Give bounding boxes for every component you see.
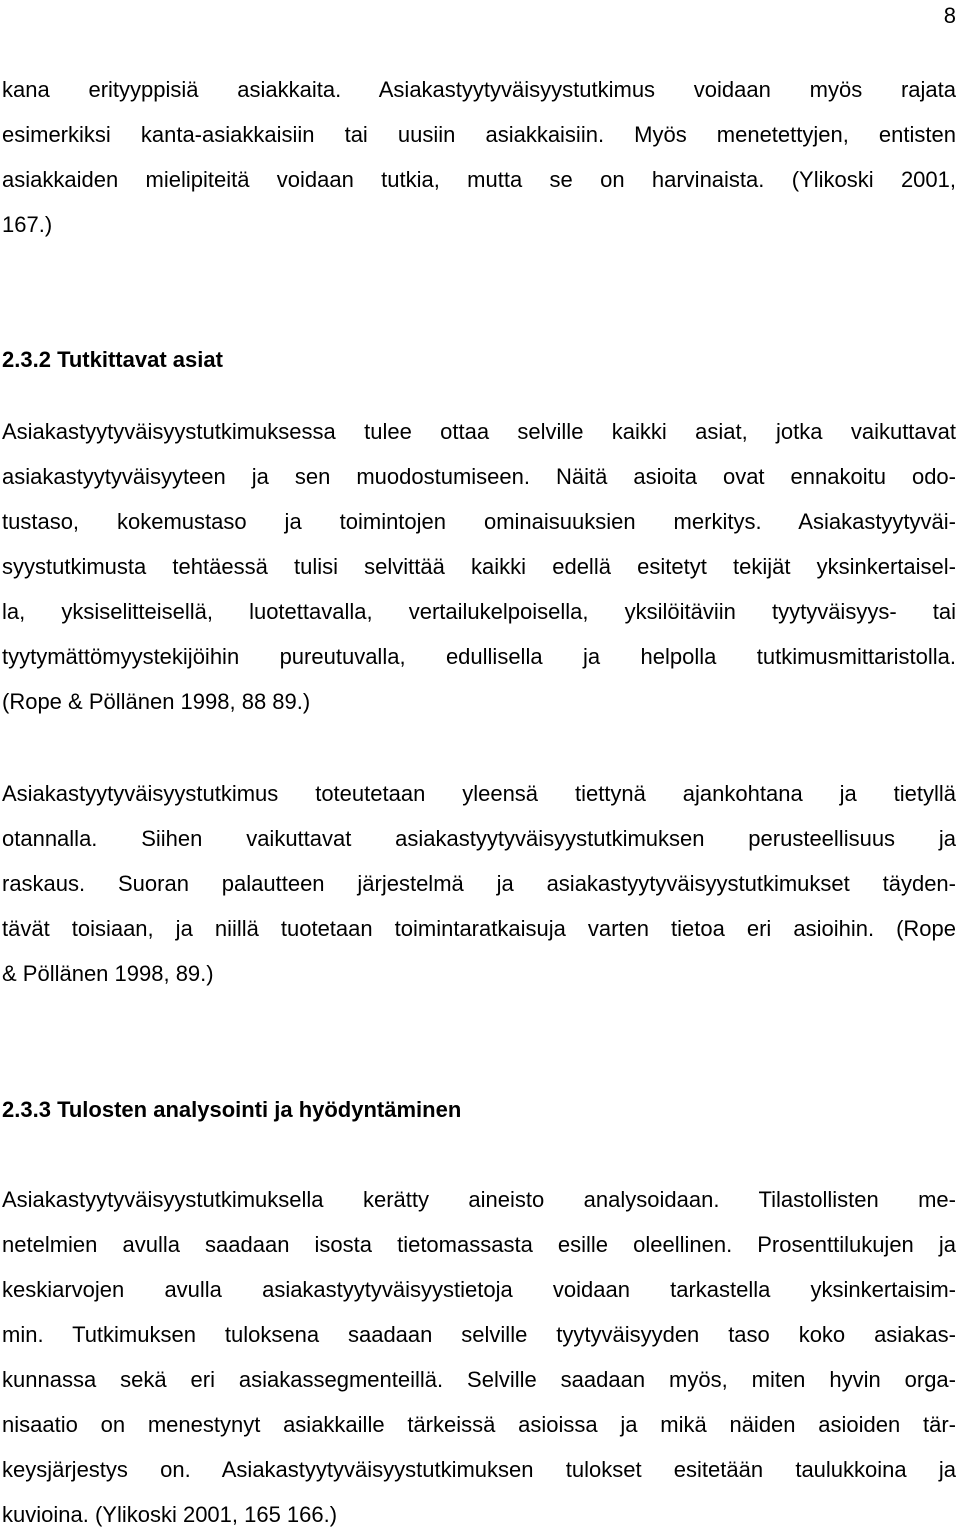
section-title: Tutkittavat asiat (57, 347, 223, 372)
paragraph-line: esimerkiksi kanta-asiakkaisiin tai uusiin asiakkaisiin. Myös menetettyjen, entisten (2, 122, 956, 147)
paragraph-line: tävät toisiaan, ja niillä tuotetaan toimintaratkaisuja varten tietoa eri asioihin. (Rope (2, 916, 956, 941)
paragraph-line: kana erityyppisiä asiakkaita. Asiakastyytyväisyystutkimus voidaan myös rajata (2, 77, 956, 102)
paragraph-line: asiakkaiden mielipiteitä voidaan tutkia, mutta se on harvinaista. (Ylikoski 2001, (2, 167, 956, 192)
paragraph-line: netelmien avulla saadaan isosta tietomassasta esille oleellinen. Prosenttilukujen ja (2, 1232, 956, 1257)
paragraph-line: la, yksiselitteisellä, luotettavalla, vertailukelpoisella, yksilöitäviin tyytyväisyys- tai (2, 599, 956, 624)
paragraph-line: kunnassa sekä eri asiakassegmenteillä. Selville saadaan myös, miten hyvin orga- (2, 1367, 956, 1392)
section-number: 2.3.2 (2, 347, 51, 372)
paragraph-line: keskiarvojen avulla asiakastyytyväisyystietoja voidaan tarkastella yksinkertaisim- (2, 1277, 956, 1302)
page-number: 8 (943, 3, 956, 28)
paragraph-line: keysjärjestys on. Asiakastyytyväisyystutkimuksen tulokset esitetään taulukkoina ja (2, 1457, 956, 1482)
section-heading (2, 346, 956, 374)
paragraph-line: otannalla. Siihen vaikuttavat asiakastyytyväisyystutkimuksen perusteellisuus ja (2, 826, 956, 851)
paragraph-line: nisaatio on menestynyt asiakkaille tärkeissä asioissa ja mikä näiden asioiden tär- (2, 1412, 956, 1437)
paragraph-line: tustaso, kokemustaso ja toimintojen ominaisuuksien merkitys. Asiakastyytyväi- (2, 509, 956, 534)
paragraph-line: Asiakastyytyväisyystutkimuksella kerätty aineisto analysoidaan. Tilastollisten me- (2, 1187, 956, 1212)
paragraph-line: asiakastyytyväisyyteen ja sen muodostumiseen. Näitä asioita ovat ennakoitu odo- (2, 464, 956, 489)
paragraph-line: kuvioina. (Ylikoski 2001, 165 166.) (2, 1502, 338, 1527)
paragraph-line: Asiakastyytyväisyystutkimuksessa tulee ottaa selville kaikki asiat, jotka vaikuttavat (2, 419, 956, 444)
paragraph-line: syystutkimusta tehtäessä tulisi selvittää kaikki edellä esitetyt tekijät yksinkertaisel- (2, 554, 956, 579)
section-title: Tulosten analysointi ja hyödyntäminen (57, 1097, 462, 1122)
paragraph-line: Asiakastyytyväisyystutkimus toteutetaan yleensä tiettynä ajankohtana ja tietyllä (2, 781, 956, 806)
section-heading (2, 1096, 956, 1124)
paragraph-line: tyytymättömyystekijöihin pureutuvalla, edullisella ja helpolla tutkimusmittaristolla. (2, 644, 956, 669)
paragraph-line: 167.) (2, 212, 53, 237)
section-number: 2.3.3 (2, 1097, 51, 1122)
paragraph-line: & Pöllänen 1998, 89.) (2, 961, 214, 986)
paragraph-line: raskaus. Suoran palautteen järjestelmä ja asiakastyytyväisyystutkimukset täyden- (2, 871, 956, 896)
paragraph-line: (Rope & Pöllänen 1998, 88 89.) (2, 689, 311, 714)
paragraph-line: min. Tutkimuksen tuloksena saadaan selville tyytyväisyyden taso koko asiakas- (2, 1322, 956, 1347)
